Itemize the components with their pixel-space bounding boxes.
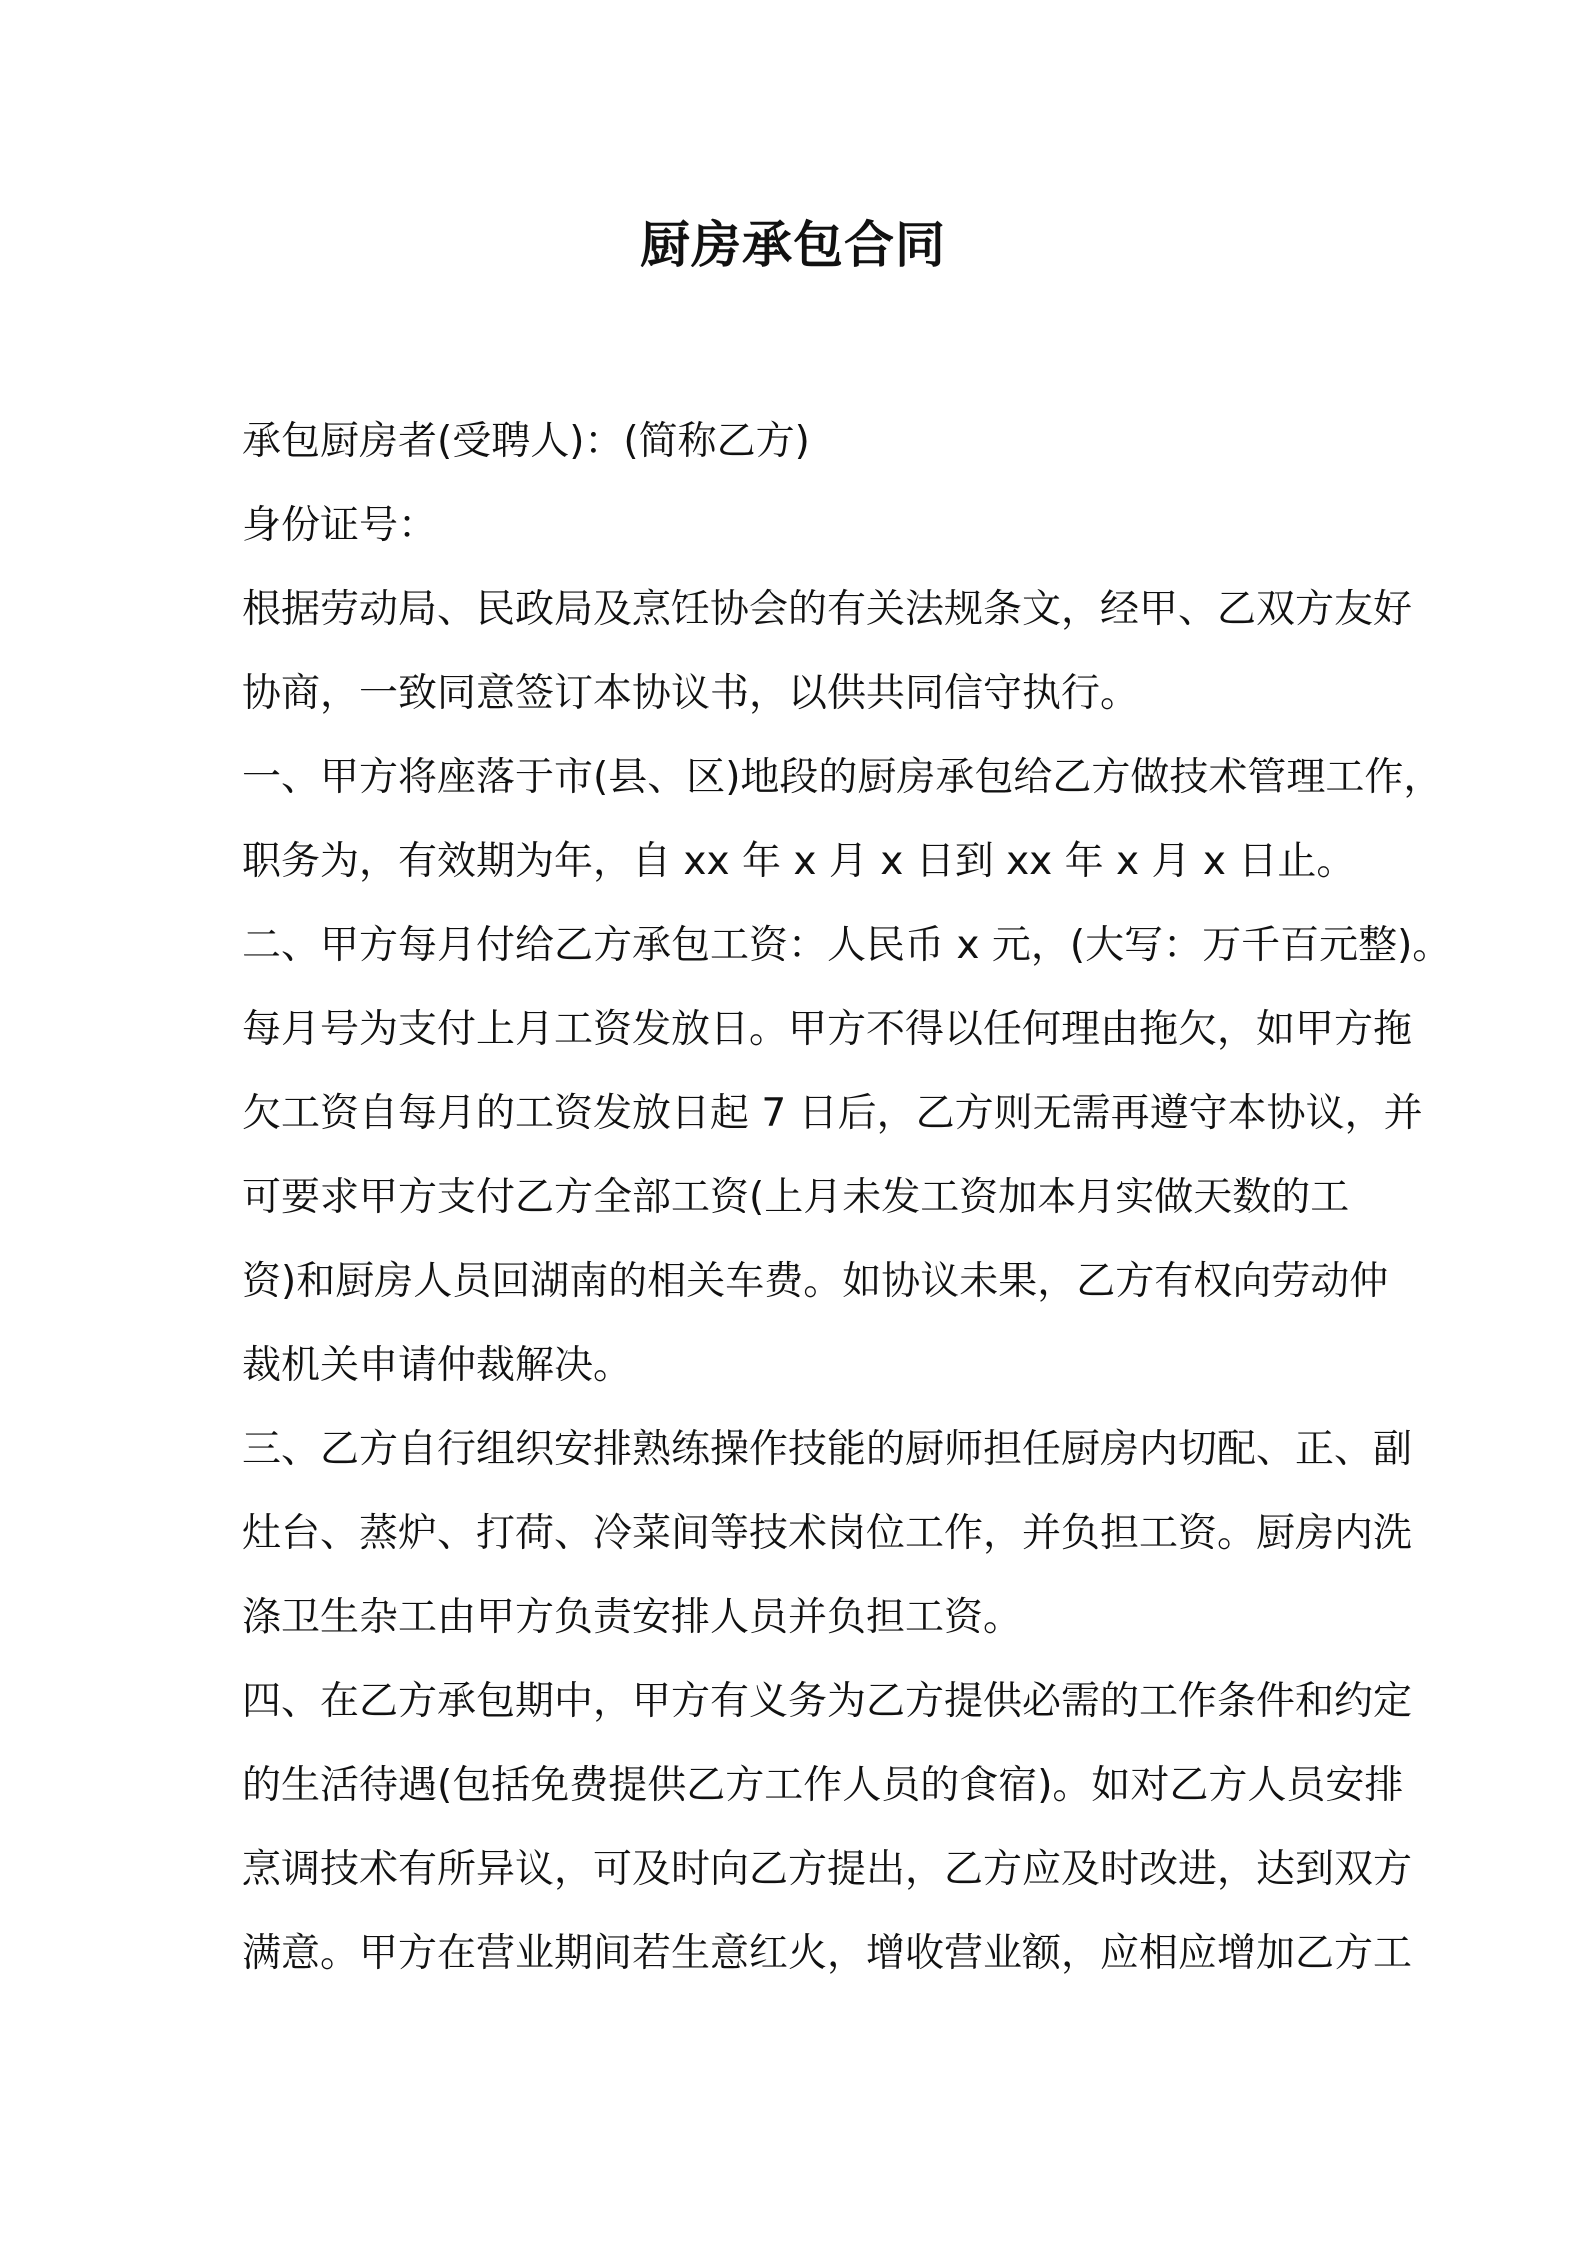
body-line: 裁机关申请仲裁解决。 — [242, 1343, 633, 1388]
body-line: 满意。甲方在营业期间若生意红火，增收营业额，应相应增加乙方工 — [242, 1931, 1413, 1976]
body-line: 一、甲方将座落于市(县、区)地段的厨房承包给乙方做技术管理工作， — [242, 755, 1443, 800]
body-line: 二、甲方每月付给乙方承包工资：人民币 x 元，(大写：万千百元整)。 — [242, 923, 1452, 968]
body-line: 欠工资自每月的工资发放日起 7 日后，乙方则无需再遵守本协议，并 — [242, 1091, 1423, 1136]
body-line: 烹调技术有所异议，可及时向乙方提出，乙方应及时改进，达到双方 — [242, 1847, 1413, 1892]
body-line: 涤卫生杂工由甲方负责安排人员并负担工资。 — [242, 1595, 1023, 1640]
body-line: 资)和厨房人员回湖南的相关车费。如协议未果，乙方有权向劳动仲 — [242, 1259, 1389, 1304]
body-line: 可要求甲方支付乙方全部工资(上月未发工资加本月实做天数的工 — [242, 1175, 1350, 1220]
body-line: 三、乙方自行组织安排熟练操作技能的厨师担任厨房内切配、正、副 — [242, 1427, 1413, 1472]
body-line: 根据劳动局、民政局及烹饪协会的有关法规条文，经甲、乙双方友好 — [242, 587, 1413, 632]
body-line: 承包厨房者(受聘人)：(简称乙方) — [242, 419, 810, 464]
body-line: 职务为，有效期为年，自 xx 年 x 月 x 日到 xx 年 x 月 x 日止。 — [242, 839, 1356, 884]
body-line: 身份证号： — [242, 503, 438, 548]
body-line: 每月号为支付上月工资发放日。甲方不得以任何理由拖欠，如甲方拖 — [242, 1007, 1413, 1052]
body-line: 灶台、蒸炉、打荷、冷菜间等技术岗位工作，并负担工资。厨房内洗 — [242, 1511, 1413, 1556]
document-body — [242, 400, 1452, 1996]
body-line: 协商，一致同意签订本协议书，以供共同信守执行。 — [242, 671, 1140, 716]
body-line: 四、在乙方承包期中，甲方有义务为乙方提供必需的工作条件和约定 — [242, 1679, 1413, 1724]
body-line: 的生活待遇(包括免费提供乙方工作人员的食宿)。如对乙方人员安排 — [242, 1763, 1404, 1808]
document-title: 厨房承包合同 — [640, 216, 946, 274]
